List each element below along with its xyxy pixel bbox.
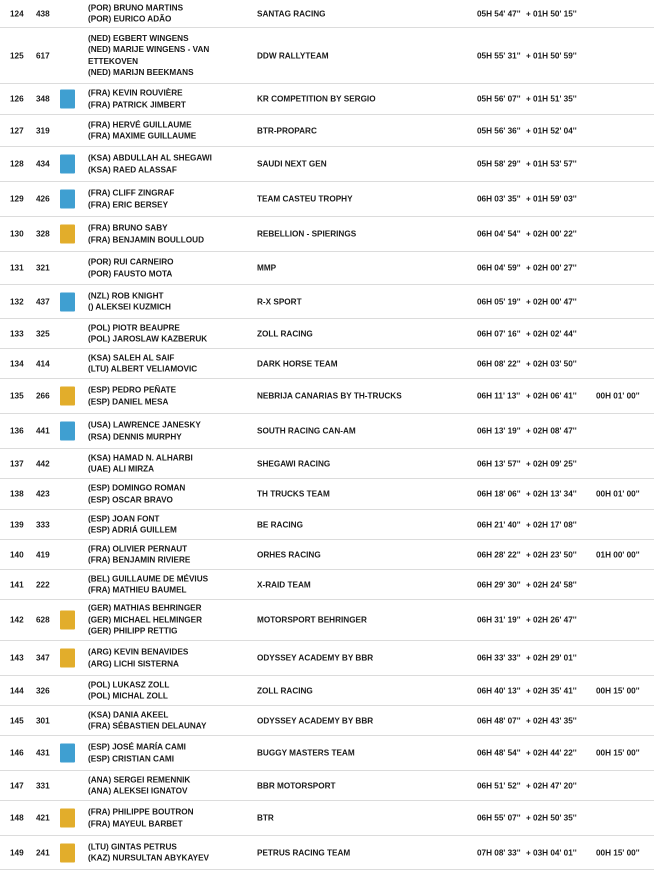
- category-icon: [60, 190, 75, 209]
- table-row[interactable]: [0, 771, 654, 801]
- table-row[interactable]: [0, 600, 654, 641]
- crew-member: (ESP) DANIEL MESA: [88, 397, 169, 406]
- crew-member: (ARG) KEVIN BENAVIDES: [88, 647, 189, 657]
- position-cell: 139: [10, 520, 24, 529]
- table-row[interactable]: [0, 115, 654, 147]
- car-number-cell: 617: [36, 51, 50, 60]
- crew-member: (KSA) HAMAD N. ALHARBI: [88, 452, 193, 462]
- team-cell: ODYSSEY ACADEMY BY BBR: [257, 653, 374, 663]
- gap-cell: + 02H 08' 47'': [526, 426, 577, 436]
- crew-cell: [88, 87, 186, 110]
- crew-member: (POR) BRUNO MARTINS: [88, 2, 184, 12]
- table-row[interactable]: [0, 0, 654, 28]
- car-number-cell: 442: [36, 459, 50, 468]
- crew-cell: [88, 322, 207, 345]
- time-cell: 06H 51' 52'': [477, 781, 521, 790]
- crew-member: (POR) FAUSTO MOTA: [88, 269, 173, 278]
- team-cell: SHEGAWI RACING: [257, 459, 331, 468]
- car-number-cell: 628: [36, 615, 50, 625]
- time-cell: 05H 58' 29'': [477, 159, 521, 169]
- position-cell: 125: [10, 51, 24, 60]
- position-cell: 145: [10, 716, 24, 725]
- table-row[interactable]: [0, 510, 654, 540]
- position-cell: 136: [10, 426, 24, 436]
- car-number-cell: 441: [36, 426, 50, 436]
- position-cell: 146: [10, 748, 24, 758]
- table-row[interactable]: [0, 801, 654, 836]
- gap-cell: + 02H 44' 22'': [526, 748, 577, 758]
- team-cell: MMP: [257, 263, 277, 273]
- car-number-cell: 331: [36, 781, 50, 790]
- table-row[interactable]: [0, 28, 654, 84]
- team-cell: NEBRIJA CANARIAS BY TH-TRUCKS: [257, 391, 402, 401]
- time-cell: 06H 04' 54'': [477, 229, 521, 239]
- car-number-cell: 319: [36, 126, 50, 135]
- time-cell: 05H 55' 31'': [477, 51, 521, 60]
- car-number-cell: 419: [36, 550, 50, 559]
- time-cell: 05H 56' 07'': [477, 94, 521, 104]
- position-cell: 124: [10, 9, 24, 18]
- time-cell: 05H 56' 36'': [477, 126, 521, 135]
- team-cell: X-RAID TEAM: [257, 580, 311, 589]
- car-number-cell: 434: [36, 159, 50, 169]
- table-row[interactable]: [0, 479, 654, 510]
- crew-member: (ANA) SERGEI REMENNIK: [88, 774, 191, 784]
- crew-member: (ESP) JOSÉ MARÍA CAMI: [88, 742, 186, 752]
- car-number-cell: 301: [36, 716, 50, 725]
- team-cell: TEAM CASTEU TROPHY: [257, 194, 353, 204]
- time-cell: 05H 54' 47'': [477, 9, 521, 18]
- time-cell: 06H 29' 30'': [477, 580, 521, 589]
- crew-cell: [88, 290, 171, 313]
- time-cell: 06H 21' 40'': [477, 520, 521, 529]
- crew-member: (ESP) PEDRO PEÑATE: [88, 385, 177, 395]
- team-cell: ODYSSEY ACADEMY BY BBR: [257, 716, 374, 725]
- position-cell: 126: [10, 94, 24, 104]
- crew-member: (NED) MARIJE WINGENS - VAN ETTEKOVEN: [88, 44, 210, 66]
- gap-cell: + 02H 47' 20'': [526, 781, 577, 790]
- position-cell: 127: [10, 126, 24, 135]
- team-cell: DDW RALLYTEAM: [257, 51, 329, 60]
- gap-cell: + 01H 50' 59'': [526, 51, 577, 60]
- crew-member: (ESP) DOMINGO ROMAN: [88, 483, 186, 493]
- team-cell: BE RACING: [257, 520, 303, 529]
- crew-member: (KSA) ABDULLAH AL SHEGAWI: [88, 153, 212, 163]
- crew-member: (USA) LAWRENCE JANESKY: [88, 420, 201, 430]
- position-cell: 130: [10, 229, 24, 239]
- car-number-cell: 266: [36, 391, 50, 401]
- crew-member: (ESP) JOAN FONT: [88, 513, 160, 523]
- penalty-cell: 01H 00' 00'': [596, 550, 640, 559]
- crew-member: (FRA) BENJAMIN RIVIERE: [88, 555, 191, 565]
- gap-cell: + 02H 03' 50'': [526, 359, 577, 368]
- position-cell: 144: [10, 686, 24, 695]
- time-cell: 06H 28' 22'': [477, 550, 521, 559]
- crew-member: (UAE) ALI MIRZA: [88, 464, 155, 474]
- time-cell: 07H 08' 33'': [477, 848, 521, 857]
- crew-cell: [88, 222, 204, 245]
- crew-cell: [88, 646, 188, 669]
- gap-cell: + 02H 50' 35'': [526, 813, 577, 823]
- car-number-cell: 426: [36, 194, 50, 204]
- crew-cell: [88, 709, 206, 732]
- position-cell: 140: [10, 550, 24, 559]
- position-cell: 132: [10, 297, 24, 306]
- category-icon: [60, 90, 75, 109]
- crew-cell: [88, 741, 186, 764]
- time-cell: 06H 13' 19'': [477, 426, 521, 436]
- gap-cell: + 02H 24' 58'': [526, 580, 577, 589]
- gap-cell: + 01H 51' 35'': [526, 94, 577, 104]
- position-cell: 149: [10, 848, 24, 857]
- position-cell: 148: [10, 813, 24, 823]
- crew-member: (POR) EURICO ADÃO: [88, 14, 172, 24]
- crew-cell: [88, 352, 197, 375]
- position-cell: 137: [10, 459, 24, 468]
- time-cell: 06H 48' 07'': [477, 716, 521, 725]
- time-cell: 06H 33' 33'': [477, 653, 521, 663]
- car-number-cell: 438: [36, 9, 50, 18]
- crew-cell: [88, 513, 177, 536]
- car-number-cell: 222: [36, 580, 50, 589]
- position-cell: 133: [10, 329, 24, 338]
- crew-member: (FRA) BENJAMIN BOULLOUD: [88, 235, 204, 244]
- table-row[interactable]: [0, 217, 654, 252]
- time-cell: 06H 07' 16'': [477, 329, 521, 338]
- crew-member: (POR) RUI CARNEIRO: [88, 257, 174, 267]
- car-number-cell: 437: [36, 297, 50, 306]
- gap-cell: + 02H 00' 47'': [526, 297, 577, 306]
- crew-member: (NZL) ROB KNIGHT: [88, 290, 164, 300]
- crew-member: (FRA) PATRICK JIMBERT: [88, 100, 186, 109]
- crew-member: (FRA) BRUNO SABY: [88, 223, 168, 233]
- table-row[interactable]: [0, 449, 654, 479]
- time-cell: 06H 55' 07'': [477, 813, 521, 823]
- penalty-cell: 00H 01' 00'': [596, 391, 640, 401]
- gap-cell: + 02H 06' 41'': [526, 391, 577, 401]
- car-number-cell: 325: [36, 329, 50, 338]
- crew-member: (FRA) SÉBASTIEN DELAUNAY: [88, 721, 207, 731]
- penalty-cell: 00H 15' 00'': [596, 848, 640, 857]
- crew-cell: [88, 32, 248, 78]
- car-number-cell: 347: [36, 653, 50, 663]
- gap-cell: + 02H 23' 50'': [526, 550, 577, 559]
- category-icon: [60, 611, 75, 630]
- crew-member: (FRA) KEVIN ROUVIÈRE: [88, 88, 183, 98]
- crew-member: (POL) PIOTR BEAUPRE: [88, 322, 180, 332]
- crew-member: () ALEKSEI KUZMICH: [88, 302, 171, 312]
- team-cell: REBELLION - SPIERINGS: [257, 229, 357, 239]
- time-cell: 06H 08' 22'': [477, 359, 521, 368]
- category-icon: [60, 422, 75, 441]
- time-cell: 06H 11' 13'': [477, 391, 521, 401]
- time-cell: 06H 31' 19'': [477, 615, 521, 625]
- gap-cell: + 03H 04' 01'': [526, 848, 577, 857]
- team-cell: ORHES RACING: [257, 550, 321, 559]
- crew-cell: [88, 256, 174, 279]
- category-icon: [60, 843, 75, 862]
- crew-member: (KSA) SALEH AL SAIF: [88, 352, 175, 362]
- car-number-cell: 348: [36, 94, 50, 104]
- car-number-cell: 328: [36, 229, 50, 239]
- team-cell: DARK HORSE TEAM: [257, 359, 338, 368]
- crew-member: (ESP) CRISTIAN CAMI: [88, 754, 174, 763]
- car-number-cell: 241: [36, 848, 50, 857]
- crew-member: (GER) PHILIPP RETTIG: [88, 626, 178, 636]
- time-cell: 06H 18' 06'': [477, 489, 521, 499]
- team-cell: TH TRUCKS TEAM: [257, 489, 330, 499]
- crew-member: (KSA) DANIA AKEEL: [88, 709, 169, 719]
- crew-member: (FRA) OLIVIER PERNAUT: [88, 543, 188, 553]
- team-cell: PETRUS RACING TEAM: [257, 848, 351, 857]
- gap-cell: + 01H 53' 57'': [526, 159, 577, 169]
- category-icon: [60, 155, 75, 174]
- crew-member: (FRA) HERVÉ GUILLAUME: [88, 119, 192, 129]
- team-cell: BUGGY MASTERS TEAM: [257, 748, 355, 758]
- crew-member: (GER) MATHIAS BEHRINGER: [88, 603, 202, 613]
- gap-cell: + 02H 02' 44'': [526, 329, 577, 338]
- crew-member: (ESP) OSCAR BRAVO: [88, 495, 173, 504]
- car-number-cell: 326: [36, 686, 50, 695]
- gap-cell: + 01H 52' 04'': [526, 126, 577, 135]
- table-row[interactable]: [0, 540, 654, 570]
- table-row[interactable]: [0, 147, 654, 182]
- crew-member: (POL) MICHAL ZOLL: [88, 691, 168, 701]
- crew-cell: [88, 2, 183, 25]
- crew-cell: [88, 384, 176, 407]
- team-cell: SANTAG RACING: [257, 9, 326, 18]
- table-row[interactable]: [0, 182, 654, 217]
- position-cell: 141: [10, 580, 24, 589]
- team-cell: R-X SPORT: [257, 297, 302, 306]
- crew-cell: [88, 419, 201, 442]
- time-cell: 06H 13' 57'': [477, 459, 521, 468]
- crew-cell: [88, 573, 208, 596]
- crew-member: (FRA) ERIC BERSEY: [88, 200, 169, 209]
- team-cell: BTR: [257, 813, 274, 823]
- crew-member: (ANA) ALEKSEI IGNATOV: [88, 786, 188, 796]
- crew-member: (ESP) ADRIÁ GUILLEM: [88, 525, 177, 535]
- gap-cell: + 02H 13' 34'': [526, 489, 577, 499]
- gap-cell: + 02H 00' 22'': [526, 229, 577, 239]
- team-cell: BBR MOTORSPORT: [257, 781, 336, 790]
- table-row[interactable]: [0, 641, 654, 676]
- position-cell: 142: [10, 615, 24, 625]
- time-cell: 06H 05' 19'': [477, 297, 521, 306]
- crew-member: (BEL) GUILLAUME DE MÉVIUS: [88, 573, 209, 583]
- time-cell: 06H 48' 54'': [477, 748, 521, 758]
- category-icon: [60, 809, 75, 828]
- car-number-cell: 414: [36, 359, 50, 368]
- position-cell: 147: [10, 781, 24, 790]
- category-icon: [60, 225, 75, 244]
- crew-member: (POL) JAROSLAW KAZBERUK: [88, 334, 208, 344]
- crew-member: (FRA) MAXIME GUILLAUME: [88, 131, 197, 141]
- table-row[interactable]: [0, 319, 654, 349]
- time-cell: 06H 04' 59'': [477, 263, 521, 273]
- penalty-cell: 00H 15' 00'': [596, 748, 640, 758]
- car-number-cell: 333: [36, 520, 50, 529]
- position-cell: 138: [10, 489, 24, 499]
- team-cell: MOTORSPORT BEHRINGER: [257, 615, 367, 625]
- team-cell: BTR-PROPARC: [257, 126, 317, 135]
- car-number-cell: 431: [36, 748, 50, 758]
- time-cell: 06H 03' 35'': [477, 194, 521, 204]
- table-row[interactable]: [0, 736, 654, 771]
- gap-cell: + 02H 09' 25'': [526, 459, 577, 468]
- table-row[interactable]: [0, 414, 654, 449]
- crew-member: (LTU) GINTAS PETRUS: [88, 841, 177, 851]
- crew-cell: [88, 841, 209, 864]
- crew-member: (KSA) RAED ALASSAF: [88, 165, 177, 174]
- crew-cell: [88, 679, 169, 702]
- category-icon: [60, 292, 75, 311]
- crew-member: (RSA) DENNIS MURPHY: [88, 432, 182, 441]
- car-number-cell: 321: [36, 263, 50, 273]
- gap-cell: + 02H 26' 47'': [526, 615, 577, 625]
- crew-member: (LTU) ALBERT VELIAMOVIC: [88, 364, 198, 374]
- crew-cell: [88, 774, 190, 797]
- gap-cell: + 02H 00' 27'': [526, 263, 577, 273]
- team-cell: ZOLL RACING: [257, 329, 313, 338]
- team-cell: KR COMPETITION BY SERGIO: [257, 94, 376, 104]
- table-row[interactable]: [0, 379, 654, 414]
- position-cell: 131: [10, 263, 24, 273]
- crew-member: (KAZ) NURSULTAN ABYKAYEV: [88, 853, 209, 863]
- gap-cell: + 02H 29' 01'': [526, 653, 577, 663]
- position-cell: 143: [10, 653, 24, 663]
- crew-cell: [88, 806, 194, 829]
- crew-member: (ARG) LICHI SISTERNA: [88, 659, 179, 668]
- crew-member: (FRA) CLIFF ZINGRAF: [88, 188, 175, 198]
- team-cell: SOUTH RACING CAN-AM: [257, 426, 356, 436]
- crew-member: (FRA) MAYEUL BARBET: [88, 819, 183, 828]
- crew-member: (GER) MICHAEL HELMINGER: [88, 615, 203, 625]
- penalty-cell: 00H 01' 00'': [596, 489, 640, 499]
- position-cell: 128: [10, 159, 24, 169]
- table-row[interactable]: [0, 706, 654, 736]
- category-icon: [60, 387, 75, 406]
- position-cell: 129: [10, 194, 24, 204]
- table-row[interactable]: [0, 285, 654, 319]
- gap-cell: + 01H 59' 03'': [526, 194, 577, 204]
- car-number-cell: 423: [36, 489, 50, 499]
- crew-member: (FRA) MATHIEU BAUMEL: [88, 585, 187, 595]
- crew-member: (NED) MARIJN BEEKMANS: [88, 68, 194, 78]
- table-row[interactable]: [0, 252, 654, 285]
- team-cell: SAUDI NEXT GEN: [257, 159, 327, 169]
- gap-cell: + 01H 50' 15'': [526, 9, 577, 18]
- crew-cell: [88, 482, 185, 505]
- car-number-cell: 421: [36, 813, 50, 823]
- gap-cell: + 02H 43' 35'': [526, 716, 577, 725]
- table-row[interactable]: [0, 676, 654, 706]
- crew-cell: [88, 152, 212, 175]
- category-icon: [60, 744, 75, 763]
- crew-cell: [88, 452, 193, 475]
- time-cell: 06H 40' 13'': [477, 686, 521, 695]
- position-cell: 135: [10, 391, 24, 401]
- penalty-cell: 00H 15' 00'': [596, 686, 640, 695]
- position-cell: 134: [10, 359, 24, 368]
- category-icon: [60, 649, 75, 668]
- crew-cell: [88, 603, 202, 638]
- table-row[interactable]: [0, 349, 654, 379]
- team-cell: ZOLL RACING: [257, 686, 313, 695]
- crew-cell: [88, 543, 190, 566]
- table-row[interactable]: [0, 570, 654, 600]
- crew-member: (FRA) PHILIPPE BOUTRON: [88, 807, 194, 817]
- crew-cell: [88, 119, 196, 142]
- table-row[interactable]: [0, 84, 654, 115]
- crew-cell: [88, 187, 174, 210]
- crew-member: (NED) EGBERT WINGENS: [88, 33, 189, 43]
- crew-member: (POL) LUKASZ ZOLL: [88, 679, 170, 689]
- table-row[interactable]: [0, 836, 654, 870]
- gap-cell: + 02H 17' 08'': [526, 520, 577, 529]
- gap-cell: + 02H 35' 41'': [526, 686, 577, 695]
